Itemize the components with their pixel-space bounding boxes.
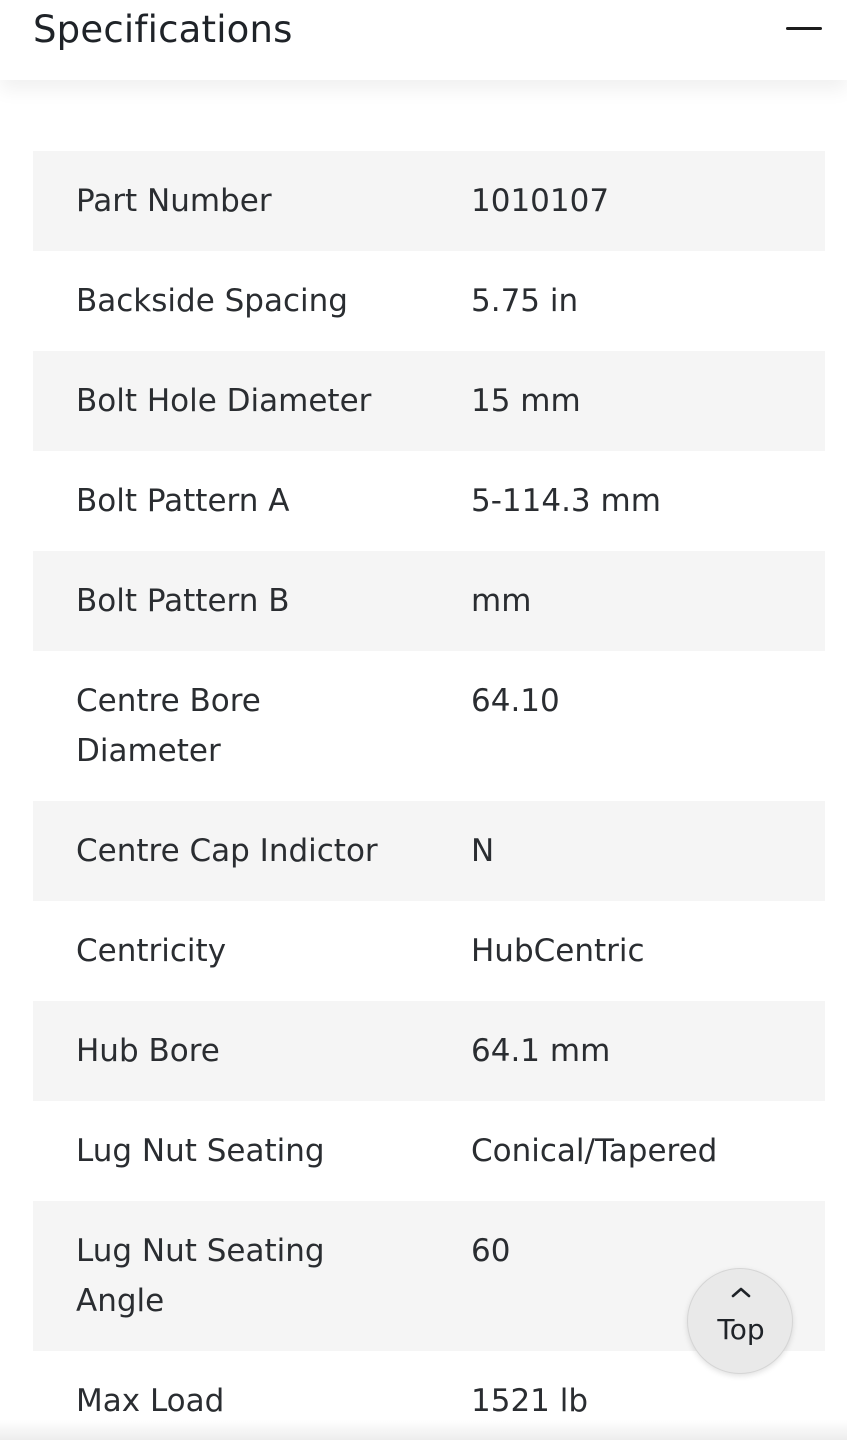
section-header bbox=[0, 0, 847, 80]
spec-value: 64.10 bbox=[471, 683, 560, 719]
spec-row bbox=[33, 151, 825, 251]
spec-row bbox=[33, 1101, 825, 1201]
spec-row bbox=[33, 1351, 825, 1451]
spec-value: 5-114.3 mm bbox=[471, 483, 661, 519]
specifications-table bbox=[33, 151, 825, 1451]
collapse-button[interactable] bbox=[786, 11, 822, 47]
minus-icon bbox=[786, 27, 822, 30]
spec-value: 60 bbox=[471, 1233, 511, 1269]
spec-value: 5.75 in bbox=[471, 283, 579, 319]
spec-row bbox=[33, 451, 825, 551]
spec-row bbox=[33, 351, 825, 451]
spec-row bbox=[33, 1001, 825, 1101]
spec-label: Centre Cap Indictor bbox=[76, 833, 378, 869]
spec-value: 1010107 bbox=[471, 183, 610, 219]
back-to-top-button[interactable] bbox=[687, 1268, 793, 1374]
spec-label: Centricity bbox=[76, 933, 227, 969]
spec-value: 64.1 mm bbox=[471, 1033, 611, 1069]
spec-label: Lug Nut Seating Angle bbox=[76, 1233, 325, 1319]
spec-label: Bolt Pattern A bbox=[76, 483, 290, 519]
spec-row bbox=[33, 901, 825, 1001]
spec-label: Part Number bbox=[76, 183, 272, 219]
spec-label: Hub Bore bbox=[76, 1033, 220, 1069]
back-to-top-label: Top bbox=[717, 1313, 765, 1346]
spec-value: 15 mm bbox=[471, 383, 581, 419]
spec-row bbox=[33, 551, 825, 651]
spec-row bbox=[33, 651, 825, 801]
spec-label: Centre Bore Diameter bbox=[76, 683, 261, 769]
spec-value: mm bbox=[471, 583, 532, 619]
spec-value: 1521 lb bbox=[471, 1383, 589, 1419]
spec-label: Lug Nut Seating bbox=[76, 1133, 325, 1169]
spec-label: Bolt Hole Diameter bbox=[76, 383, 372, 419]
spec-label: Max Load bbox=[76, 1383, 225, 1419]
spec-label: Bolt Pattern B bbox=[76, 583, 290, 619]
spec-value: HubCentric bbox=[471, 933, 645, 969]
spec-row bbox=[33, 251, 825, 351]
spec-value: Conical/Tapered bbox=[471, 1133, 718, 1169]
spec-row bbox=[33, 801, 825, 901]
spec-value: N bbox=[471, 833, 495, 869]
chevron-up-icon bbox=[731, 1286, 751, 1298]
section-title: Specifications bbox=[33, 8, 293, 51]
spec-label: Backside Spacing bbox=[76, 283, 348, 319]
